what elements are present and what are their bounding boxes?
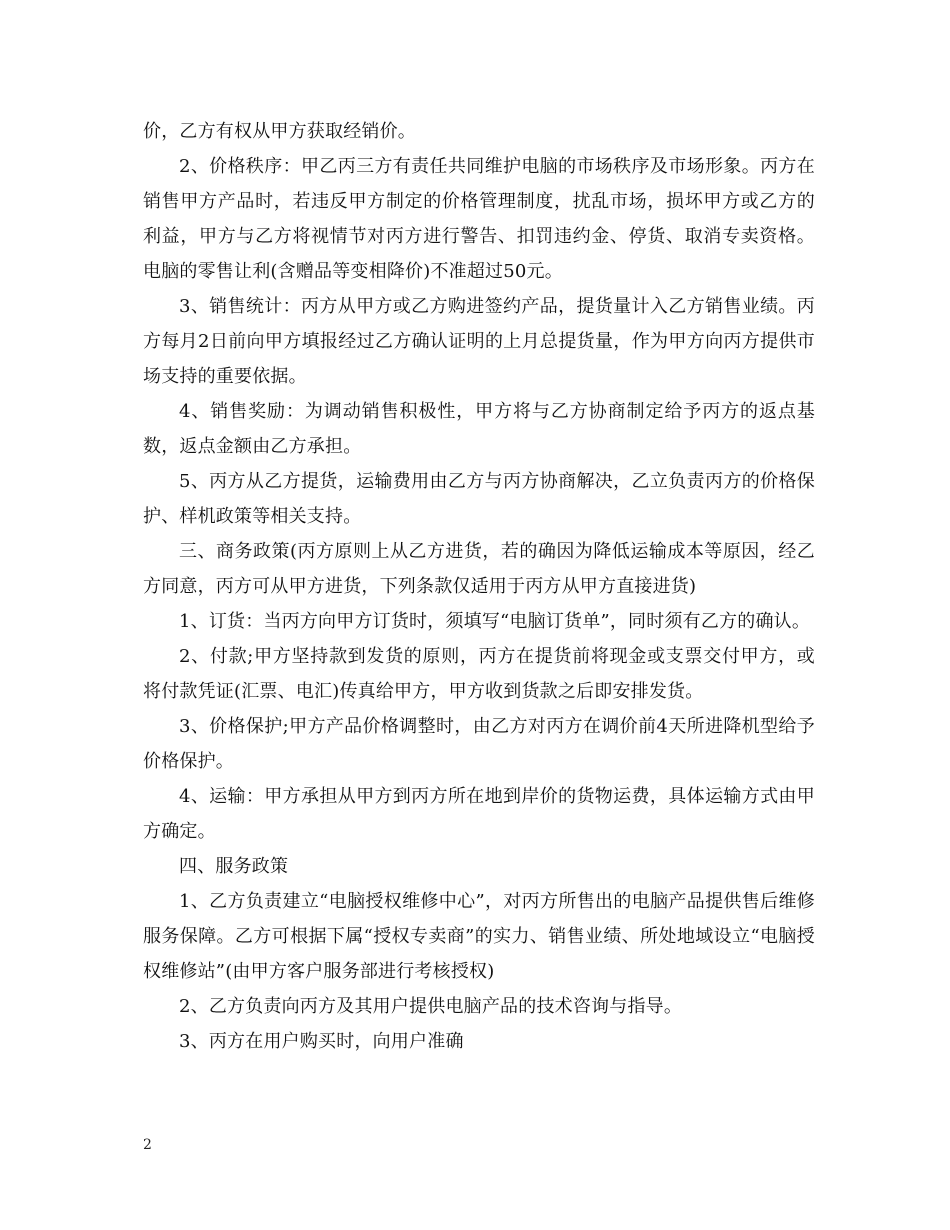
- document-body: [143, 114, 815, 1059]
- page-number: 2: [143, 1137, 152, 1153]
- paragraph: 2、付款;甲方坚持款到发货的原则，丙方在提货前将现金或支票交付甲方，或将付款凭证(汇票、电汇)传真给甲方，甲方收到货款之后即安排发货。: [143, 646, 815, 702]
- paragraph: 三、商务政策(丙方原则上从乙方进货，若的确因为降低运输成本等原因，经乙方同意，丙方可从甲方进货，下列条款仅适用于丙方从甲方直接进货): [143, 541, 815, 597]
- paragraph: 2、价格秩序：甲乙丙三方有责任共同维护电脑的市场秩序及市场形象。丙方在销售甲方产品时，若违反甲方制定的价格管理制度，扰乱市场，损坏甲方或乙方的利益，甲方与乙方将视情节对丙方进行警告、扣罚违约金、停货、取消专卖资格。电脑的零售让利(含赠品等变相降价)不准超过50元。: [143, 156, 815, 282]
- paragraph: 5、丙方从乙方提货，运输费用由乙方与丙方协商解决，乙立负责丙方的价格保护、样机政策等相关支持。: [143, 471, 815, 527]
- paragraph: 1、订货：当丙方向甲方订货时，须填写“电脑订货单”，同时须有乙方的确认。: [179, 611, 811, 632]
- paragraph: 3、价格保护;甲方产品价格调整时，由乙方对丙方在调价前4天所进降机型给予价格保护。: [143, 716, 815, 772]
- paragraph: 2、乙方负责向丙方及其用户提供电脑产品的技术咨询与指导。: [179, 996, 683, 1017]
- paragraph: 4、运输：甲方承担从甲方到丙方所在地到岸价的货物运费，具体运输方式由甲方确定。: [143, 786, 815, 842]
- paragraph: 3、丙方在用户购买时，向用户准确: [179, 1031, 464, 1052]
- paragraph: 3、销售统计：丙方从甲方或乙方购进签约产品，提货量计入乙方销售业绩。丙方每月2日前向甲方填报经过乙方确认证明的上月总提货量，作为甲方向丙方提供市场支持的重要依据。: [143, 296, 815, 387]
- paragraph: 价，乙方有权从甲方获取经销价。: [143, 121, 416, 142]
- paragraph: 4、销售奖励：为调动销售积极性，甲方将与乙方协商制定给予丙方的返点基数，返点金额由乙方承担。: [143, 401, 815, 457]
- paragraph: 1、乙方负责建立“电脑授权维修中心”，对丙方所售出的电脑产品提供售后维修服务保障。乙方可根据下属“授权专卖商”的实力、销售业绩、所处地域设立“电脑授权维修站”(由甲方客户服务部进行考核授权): [143, 891, 815, 982]
- section-heading: 四、服务政策: [179, 856, 289, 877]
